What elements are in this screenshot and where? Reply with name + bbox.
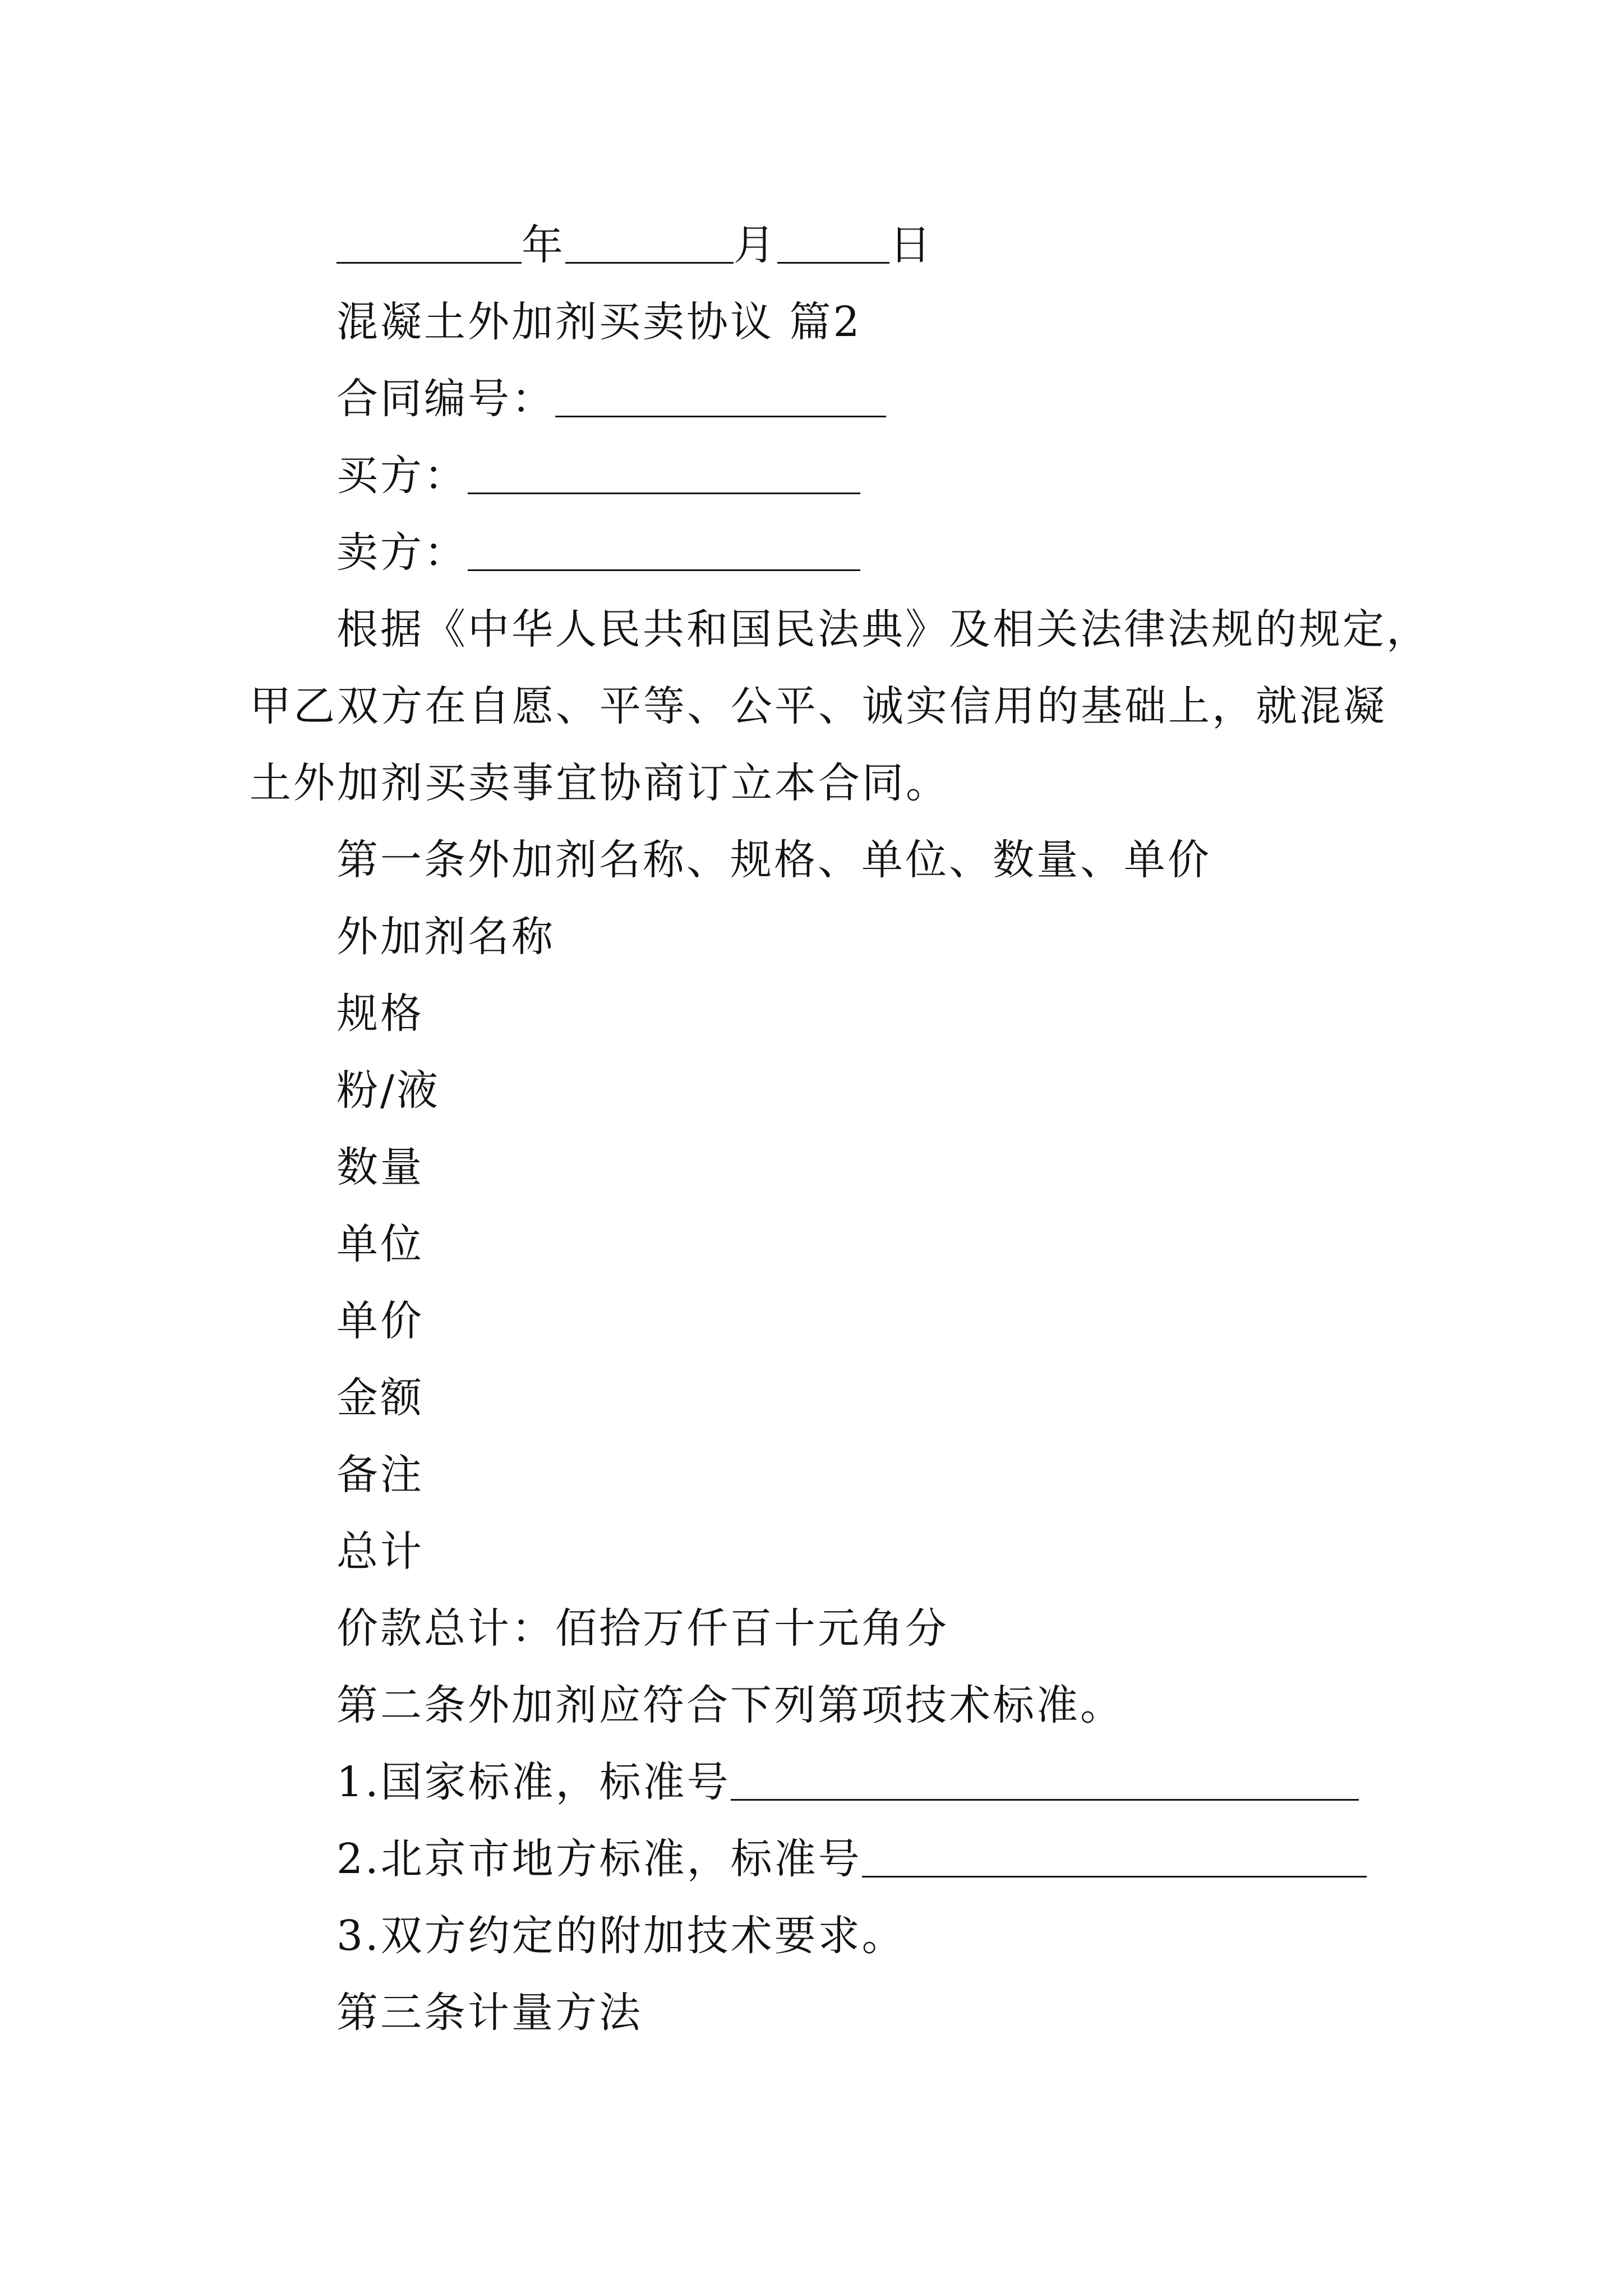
item-amount: 金额 bbox=[336, 1374, 424, 1422]
buyer-line bbox=[336, 452, 860, 500]
article-2-title: 第二条外加剂应符合下列第项技术标准。 bbox=[336, 1681, 1124, 1729]
standard-1-line bbox=[336, 1758, 1359, 1806]
intro-paragraph-line-2: 甲乙双方在自愿、平等、公平、诚实信用的基础上，就混凝 bbox=[250, 682, 1387, 730]
standard-2-blank[interactable] bbox=[862, 1840, 1367, 1878]
standard-1-blank[interactable] bbox=[731, 1763, 1359, 1801]
year-label: 年 bbox=[522, 221, 565, 269]
day-blank[interactable] bbox=[777, 226, 889, 264]
item-form: 粉/液 bbox=[336, 1066, 440, 1115]
seller-line bbox=[336, 528, 860, 577]
date-line bbox=[336, 221, 933, 269]
month-blank[interactable] bbox=[565, 226, 734, 264]
standard-2-line bbox=[336, 1835, 1367, 1883]
contract-number-line bbox=[336, 375, 886, 423]
intro-paragraph-line-1: 根据《中华人民共和国民法典》及相关法律法规的规定， bbox=[336, 605, 1430, 654]
intro-paragraph-line-3: 土外加剂买卖事宜协商订立本合同。 bbox=[250, 759, 949, 807]
item-total: 总计 bbox=[336, 1527, 424, 1576]
item-price: 单价 bbox=[336, 1297, 424, 1345]
day-label: 日 bbox=[889, 221, 933, 269]
seller-blank[interactable] bbox=[468, 533, 860, 571]
price-total: 价款总计：佰拾万仟百十元角分 bbox=[336, 1604, 949, 1653]
standard-1-label: 1.国家标准，标准号 bbox=[336, 1758, 731, 1806]
seller-label: 卖方： bbox=[336, 528, 468, 577]
article-3-title: 第三条计量方法 bbox=[336, 1989, 643, 2037]
month-label: 月 bbox=[734, 221, 777, 269]
document-heading: 混凝土外加剂买卖协议 篇2 bbox=[336, 298, 862, 346]
standard-2-label: 2.北京市地方标准，标准号 bbox=[336, 1835, 862, 1883]
contract-number-blank[interactable] bbox=[555, 380, 886, 417]
year-blank[interactable] bbox=[336, 226, 522, 264]
item-quantity: 数量 bbox=[336, 1143, 424, 1191]
item-name: 外加剂名称 bbox=[336, 913, 555, 961]
standard-3-line: 3.双方约定的附加技术要求。 bbox=[336, 1912, 906, 1960]
contract-number-label: 合同编号： bbox=[336, 375, 555, 423]
item-spec: 规格 bbox=[336, 990, 424, 1038]
article-1-title: 第一条外加剂名称、规格、单位、数量、单价 bbox=[336, 836, 1211, 884]
buyer-blank[interactable] bbox=[468, 457, 860, 494]
buyer-label: 买方： bbox=[336, 452, 468, 500]
item-remark: 备注 bbox=[336, 1451, 424, 1499]
item-unit: 单位 bbox=[336, 1220, 424, 1268]
